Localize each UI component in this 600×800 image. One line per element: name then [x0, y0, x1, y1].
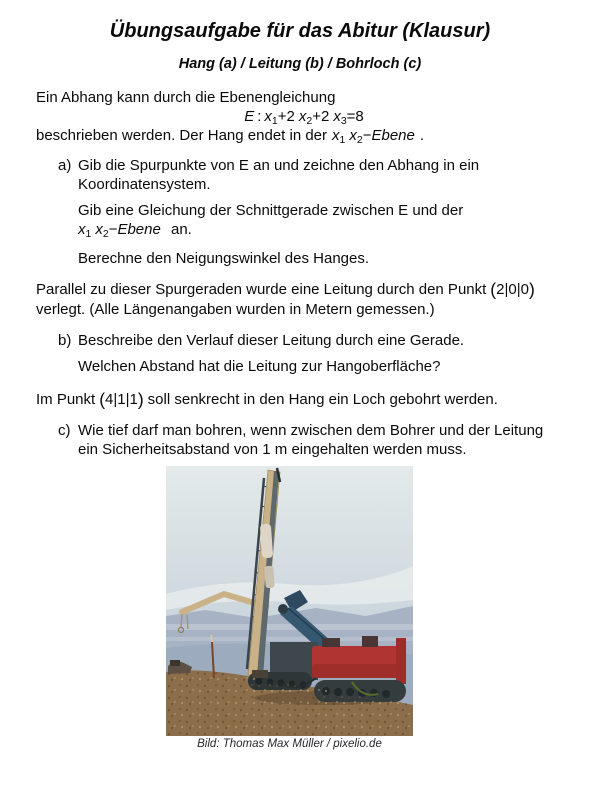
task-item-b — [58, 331, 572, 376]
task-a-line: Koordinatensystem. — [78, 176, 211, 193]
page-subtitle: Hang (a) / Leitung (b) / Bohrloch (c) — [178, 56, 422, 72]
task-b-line: Beschreibe den Verlauf dieser Leitung durch eine Gerade. — [78, 331, 465, 349]
task-a-line: $x_1$ $x_2-Ebene$ an. — [78, 221, 192, 240]
task-a-marker: a) — [58, 157, 72, 174]
plane-equation: E : $x_1+2$ $x_2+2$ $x_3=8$ — [244, 108, 364, 127]
task-item-c — [58, 421, 572, 459]
task-item-a — [58, 156, 572, 268]
intro-outro-line: beschrieben werden. Der Hang endet in der $x_1$ $x_2-Ebene$ . — [36, 127, 425, 146]
intro-line: Ein Abhang kann durch die Ebenengleichung — [36, 89, 336, 106]
task-b-marker: b) — [58, 331, 72, 349]
drill-rig-photo — [166, 466, 413, 736]
equation-variable-E: E — [244, 108, 255, 125]
page-title: Übungsaufgabe für das Abitur (Klausur) — [109, 20, 491, 42]
task-b-line: Welchen Abstand hat die Leitung zur Hangoberfläche? — [78, 357, 441, 375]
figure-drill-rig — [166, 466, 413, 751]
task-a-line: Gib die Spurpunkte von E an und zeichne den Abhang in ein — [78, 157, 480, 174]
task-a-line: Gib eine Gleichung der Schnittgerade zwischen E und der — [78, 202, 464, 219]
task-c-line: ein Sicherheitsabstand von 1 m eingehalten werden muss. — [78, 441, 467, 458]
paragraph-leitung: Parallel zu dieser Spurgeraden wurde eine Leitung durch den Punkt (2|0|0) verlegt. (Alle Längenangaben wurden in Metern gemessen.) — [36, 279, 535, 318]
task-a-line: Berechne den Neigungswinkel des Hanges. — [78, 250, 370, 267]
point-4-1-1: (4|1|1) — [99, 389, 144, 409]
point-2-0-0: (2|0|0) — [490, 279, 535, 300]
x1x2-plane-formula: $x_1$ $x_2-Ebene$ — [332, 127, 415, 146]
task-c-marker: c) — [58, 422, 71, 439]
task-c-line: Wie tief darf man bohren, wenn zwischen dem Bohrer und der Leitung — [78, 422, 544, 439]
photo-caption: Bild: Thomas Max Müller / pixelio.de — [197, 738, 382, 750]
x1x2-plane-formula: $x_1$ $x_2-Ebene$ — [78, 221, 161, 240]
paragraph-bohrloch: Im Punkt (4|1|1) soll senkrecht in den Hang ein Loch gebohrt werden. — [36, 389, 498, 409]
